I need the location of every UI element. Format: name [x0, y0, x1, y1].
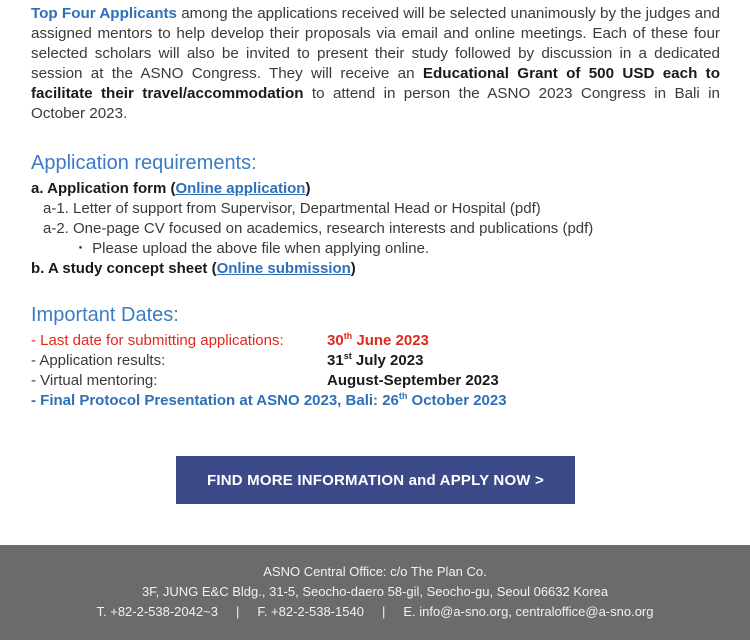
footer-tel: T. +82-2-538-2042~3: [96, 604, 218, 619]
deadline-day: 30: [327, 332, 344, 349]
results-label: - Application results:: [31, 352, 166, 369]
dates-heading: Important Dates:: [31, 304, 179, 326]
footer-email[interactable]: E. info@a-sno.org, centraloffice@a-sno.org: [403, 604, 654, 619]
date-row-results: [31, 351, 720, 371]
requirement-a-suffix: ): [305, 180, 311, 197]
footer: [0, 545, 750, 640]
intro-lead: Top Four Applicants: [31, 5, 177, 22]
requirement-b: [31, 259, 720, 279]
date-row-deadline: [31, 331, 720, 351]
results-suffix: st: [343, 351, 352, 361]
deadline-month: June 2023: [352, 332, 429, 349]
final-month: October 2023: [407, 392, 507, 409]
requirement-a: [31, 179, 720, 199]
grant-highlight: Educational Grant of 500 USD each to facilitate their travel/accommodation: [31, 65, 720, 102]
date-row-mentoring: [31, 371, 720, 391]
upload-note: ・ Please upload the above file when applying online.: [73, 240, 430, 257]
online-submission-link[interactable]: Online submission: [216, 260, 351, 277]
requirement-b-prefix: b. A study concept sheet (: [31, 260, 217, 277]
mentoring-label: - Virtual mentoring:: [31, 372, 158, 389]
footer-separator: |: [235, 604, 240, 619]
results-month: July 2023: [351, 352, 424, 369]
results-day: 31: [327, 352, 344, 369]
footer-office: ASNO Central Office: c/o The Plan Co.: [263, 564, 487, 579]
intro-text-1: among the applications received will be selected unanimously by the judges and assigned mentors to help develop their proposals via email and online meetings. Each of these four selected scholars will also be invited to present their study followed by discussion in a dedicated session at the ASNO Congress. They will receive an: [31, 5, 720, 82]
requirement-a1: a-1. Letter of support from Supervisor, Departmental Head or Hospital (pdf): [43, 200, 541, 217]
footer-address: 3F, JUNG E&C Bldg., 31-5, Seocho-daero 58-gil, Seocho-gu, Seoul 06632 Korea: [141, 584, 609, 599]
intro-paragraph: [31, 4, 720, 124]
intro-text-2: to attend in person the ASNO 2023 Congress in Bali in October 2023.: [31, 85, 720, 122]
requirement-b-suffix: ): [350, 260, 356, 277]
requirements-heading: Application requirements:: [31, 152, 257, 174]
main-content: [31, 4, 720, 411]
apply-now-button[interactable]: FIND MORE INFORMATION and APPLY NOW >: [176, 456, 575, 504]
final-suffix: th: [398, 391, 408, 401]
online-application-link[interactable]: Online application: [175, 180, 306, 197]
deadline-value: [327, 331, 429, 351]
footer-contacts: [0, 602, 750, 622]
footer-fax: F. +82-2-538-1540: [257, 604, 364, 619]
requirement-a-prefix: a. Application form (: [31, 180, 176, 197]
requirements-list: [31, 179, 720, 279]
final-presentation-text: - Final Protocol Presentation at ASNO 2023, Bali: 26: [31, 392, 399, 409]
results-value: [327, 351, 423, 371]
requirement-a2: a-2. One-page CV focused on academics, research interests and publications (pdf): [43, 220, 594, 237]
deadline-label: - Last date for submitting applications:: [31, 332, 284, 349]
mentoring-value: August-September 2023: [327, 372, 499, 389]
date-row-final: [31, 391, 720, 411]
dates-list: [31, 331, 720, 411]
deadline-suffix: th: [343, 331, 353, 341]
footer-separator: |: [381, 604, 386, 619]
